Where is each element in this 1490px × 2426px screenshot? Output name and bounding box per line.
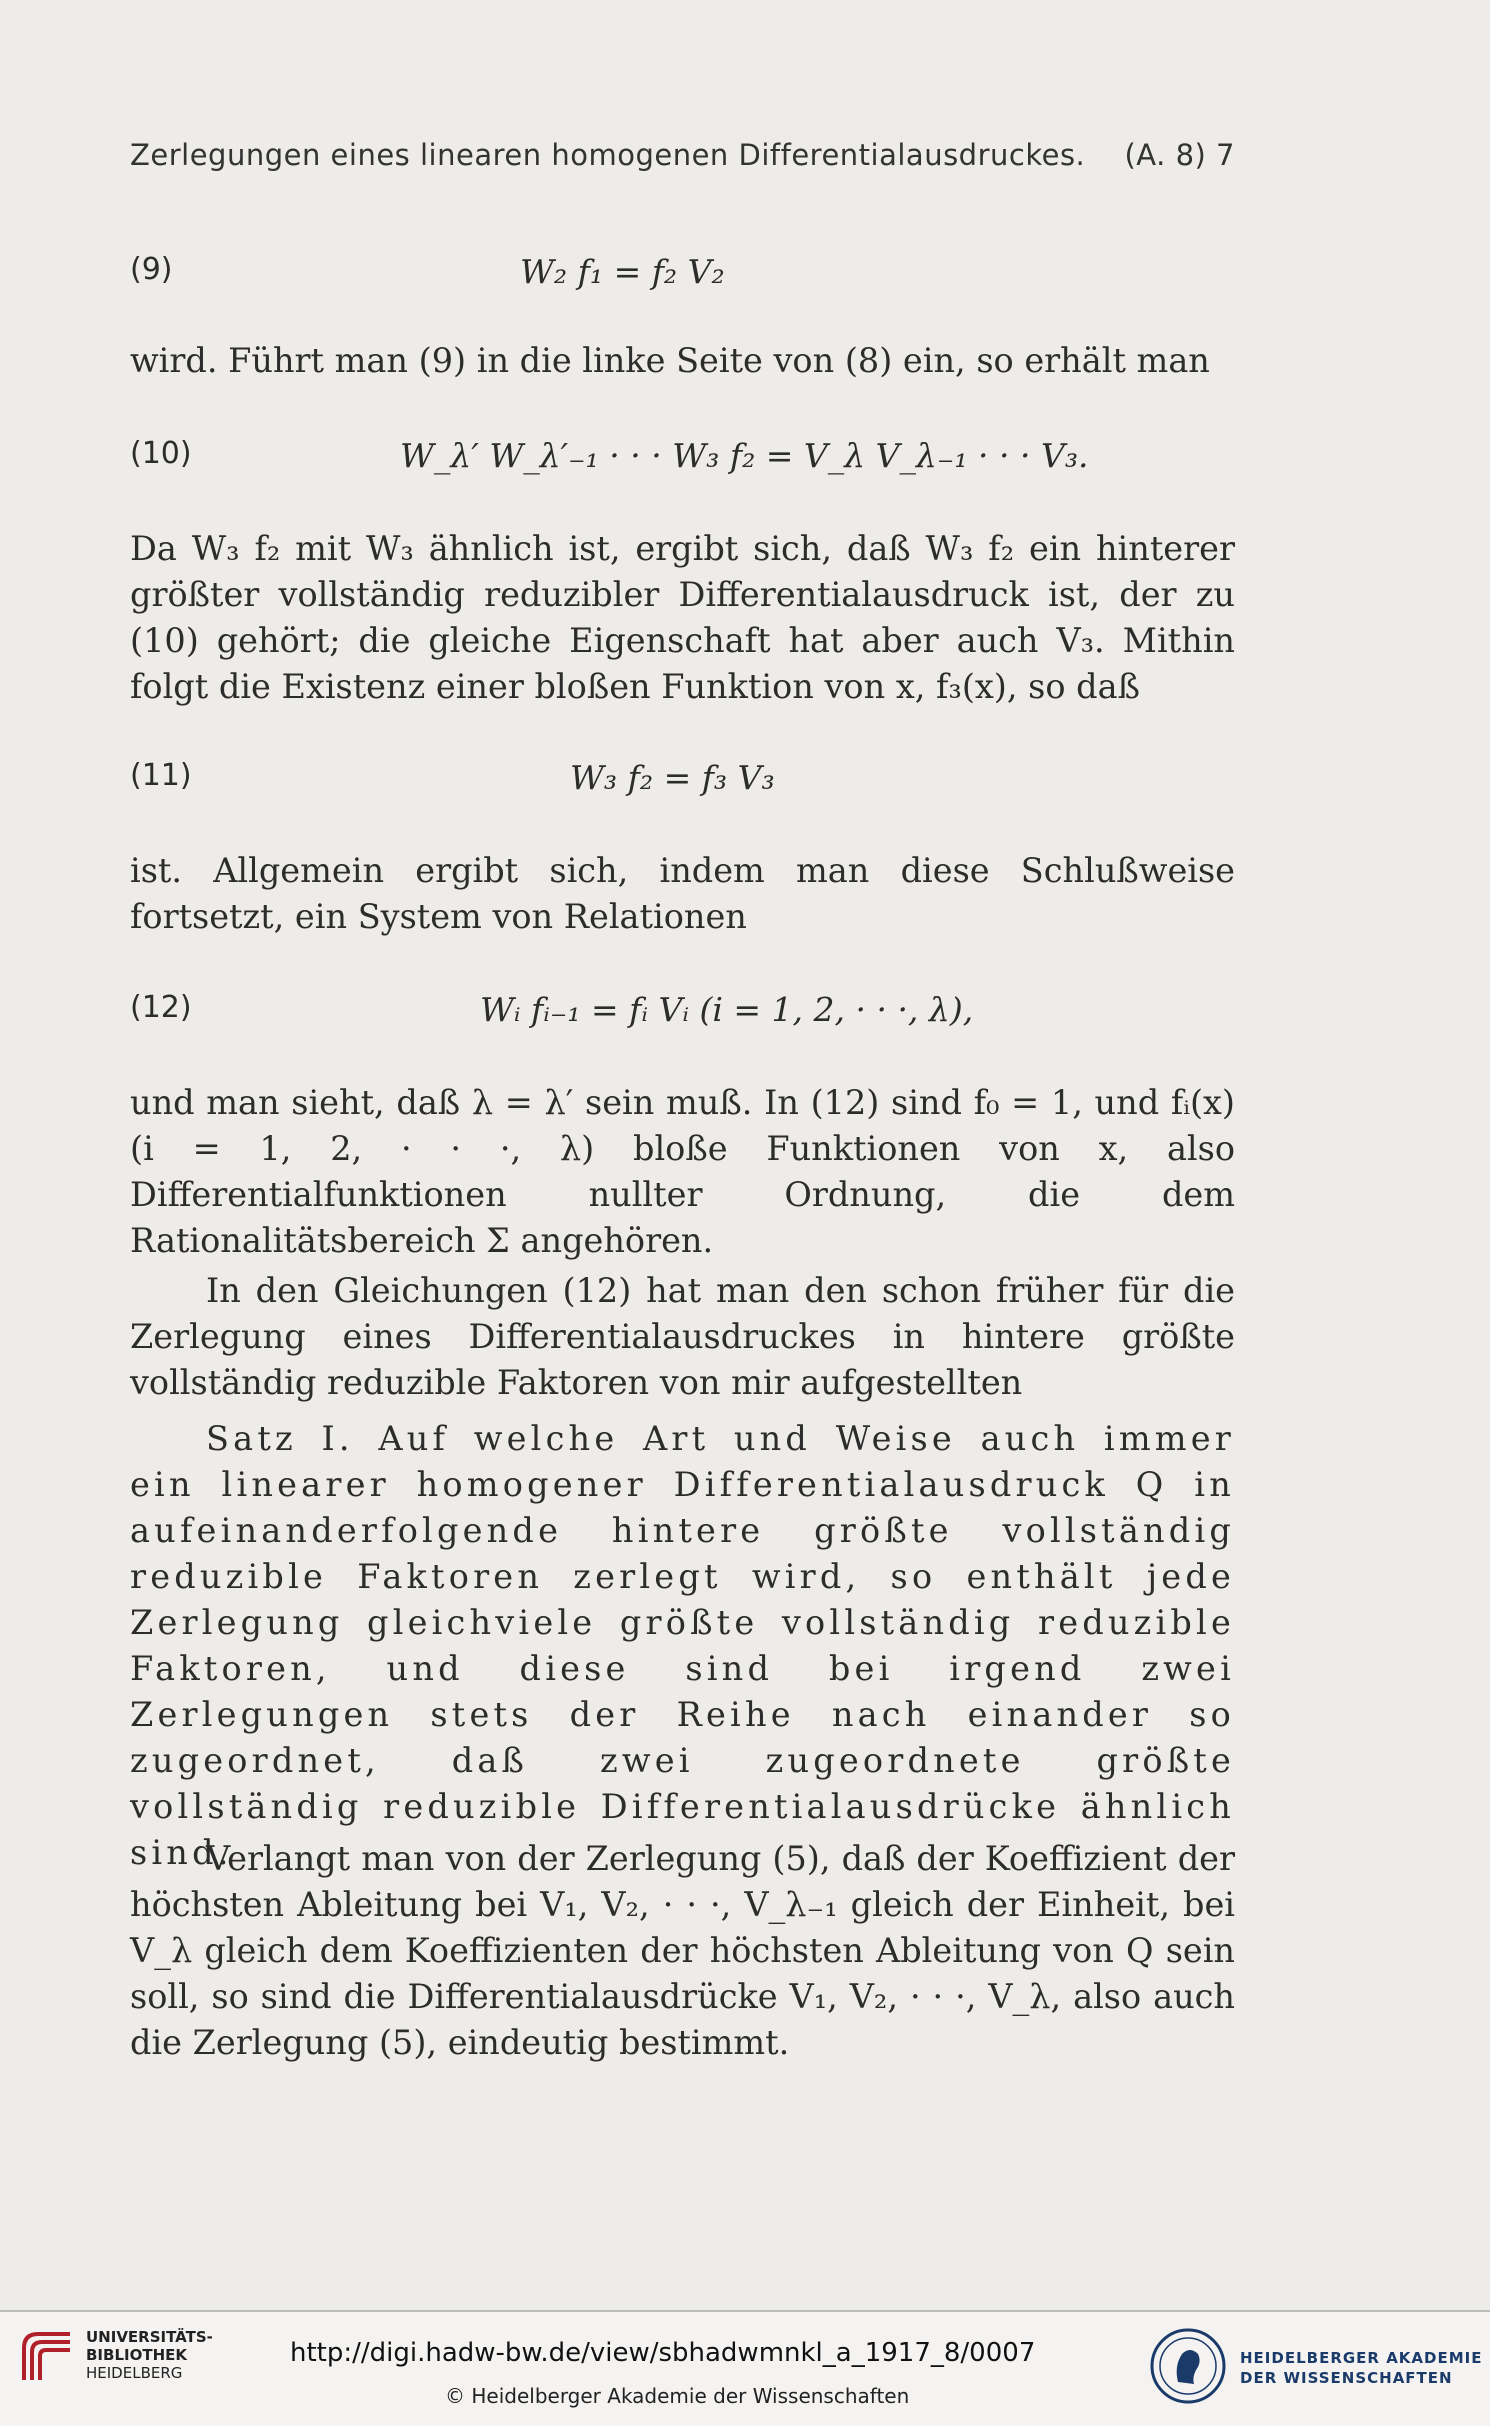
- paragraph: wird. Führt man (9) in die linke Seite von (8) ein, so erhält man: [130, 341, 1210, 380]
- academy-name: HEIDELBERGER AKADEMIE DER WISSENSCHAFTEN: [1240, 2349, 1483, 2387]
- source-url-link[interactable]: http://digi.hadw-bw.de/view/sbhadwmnkl_a_1917_8/0007: [290, 2338, 1036, 2368]
- equation-11: [130, 758, 1235, 808]
- running-head: [130, 138, 1235, 172]
- paragraph: In den Gleichungen (12) hat man den schon früher für die Zerlegung eines Differentialausdruckes in hintere größte vollständig reduzible Faktoren von mir aufgestellten: [130, 1271, 1235, 1402]
- equation-body: W₂ f₁ = f₂ V₂: [520, 252, 725, 291]
- equation-number: (11): [130, 758, 192, 793]
- paragraph: ist. Allgemein ergibt sich, indem man diese Schlußweise fortsetzt, ein System von Relationen: [130, 851, 1235, 936]
- paragraph: Da W₃ f₂ mit W₃ ähnlich ist, ergibt sich, daß W₃ f₂ ein hinterer größter vollständig reduzibler Differentialausdruck ist, der zu (10) gehört; die gleiche Eigenschaft hat aber auch V₃. Mithin folgt die Existenz einer bloßen Funktion von x, f₃(x), so daß: [130, 529, 1235, 706]
- paragraph: Verlangt man von der Zerlegung (5), daß der Koeffizient der höchsten Ableitung bei V₁, V₂, · · ·, V_λ₋₁ gleich der Einheit, bei V_λ gleich dem Koeffizienten der höchsten Ableitung von Q sein soll, so sind die Differentialausdrücke V₁, V₂, · · ·, V_λ, also auch die Zerlegung (5), eindeutig bestimmt.: [130, 1839, 1235, 2062]
- theorem-paragraph: Satz I. Auf welche Art und Weise auch immer ein linearer homogener Differentialausdruck Q in aufeinanderfolgende hintere größte vollständig reduzible Faktoren zerlegt wird, so enthält jede Zerlegung gleichviele größte vollständig reduzible Faktoren, und diese sind bei irgend zwei Zerlegungen stets der Reihe nach einander so zugeordnet, daß zwei zugeordnete größte vollständig reduzible Differentialausdrücke ähnlich sind.: [130, 1419, 1235, 1872]
- university-library-logo-icon: [18, 2326, 78, 2386]
- equation-number: (12): [130, 990, 192, 1025]
- equation-number: (10): [130, 436, 192, 471]
- equation-body: Wᵢ fᵢ₋₁ = fᵢ Vᵢ (i = 1, 2, · · ·, λ),: [480, 990, 974, 1029]
- paragraph: und man sieht, daß λ = λ′ sein muß. In (12) sind f₀ = 1, und fᵢ(x) (i = 1, 2, · · ·, λ) bloße Funktionen von x, also Differentialfunktionen nullter Ordnung, die dem Rationalitätsbereich Σ angehören.: [130, 1083, 1235, 1260]
- equation-body: W₃ f₂ = f₃ V₃: [570, 758, 775, 797]
- equation-12: [130, 990, 1235, 1040]
- equation-number: (9): [130, 252, 173, 287]
- footer-bar: [0, 2310, 1490, 2426]
- equation-10: [130, 436, 1235, 486]
- running-head-title: Zerlegungen eines linearen homogenen Differentialausdruckes.: [130, 138, 1086, 172]
- copyright-text: © Heidelberger Akademie der Wissenschaften: [445, 2384, 910, 2408]
- page-number: (A. 8) 7: [1124, 138, 1235, 172]
- equation-body: W_λ′ W_λ′₋₁ · · · W₃ f₂ = V_λ V_λ₋₁ · · · V₃.: [400, 436, 1089, 475]
- library-name: UNIVERSITÄTS- BIBLIOTHEK HEIDELBERG: [86, 2328, 213, 2382]
- equation-9: [130, 252, 1235, 302]
- academy-seal-icon: [1148, 2326, 1228, 2406]
